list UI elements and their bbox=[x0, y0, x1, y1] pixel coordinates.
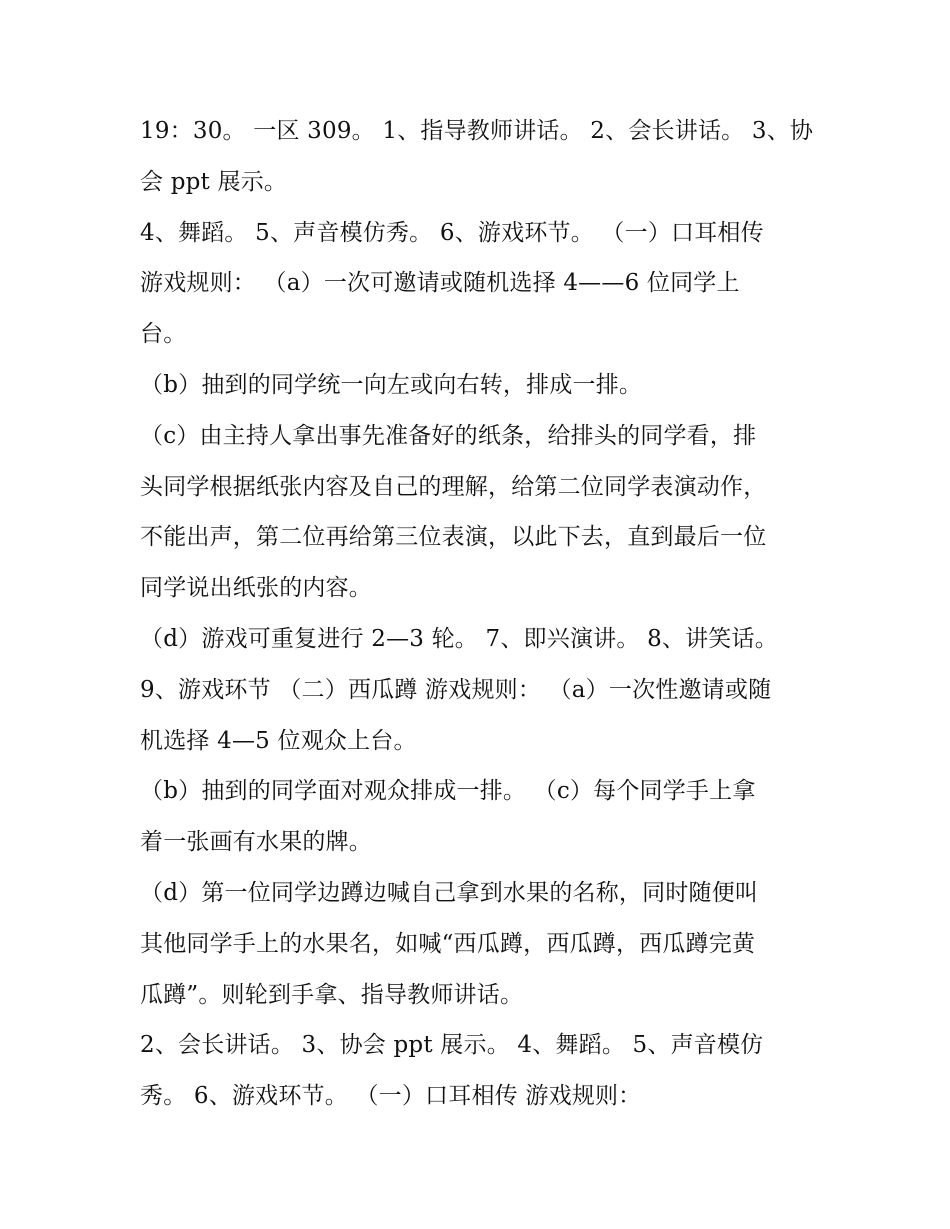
document-body bbox=[140, 106, 820, 1122]
text-line: 瓜蹲”。则轮到手拿、指导教师讲话。 bbox=[140, 981, 524, 1008]
text-line: 机选择 4—5 位观众上台。 bbox=[140, 727, 417, 754]
text-line: （d）游戏可重复进行 2—3 轮。 7、即兴演讲。 8、讲笑话。 bbox=[140, 625, 778, 652]
text-line: （c）由主持人拿出事先准备好的纸条，给排头的同学看，排 bbox=[140, 422, 757, 449]
text-line: 4、舞蹈。 5、声音模仿秀。 6、游戏环节。 （一）口耳相传 bbox=[140, 219, 764, 246]
text-line: 其他同学手上的水果名，如喊“西瓜蹲，西瓜蹲，西瓜蹲完黄 bbox=[140, 930, 756, 957]
text-line: 同学说出纸张的内容。 bbox=[140, 575, 372, 602]
text-line: （b）抽到的同学统一向左或向右转，排成一排。 bbox=[140, 371, 643, 398]
text-line: 游戏规则： （a）一次可邀请或随机选择 4——6 位同学上 bbox=[140, 270, 740, 297]
text-line: 2、会长讲话。 3、协会 ppt 展示。 4、舞蹈。 5、声音模仿 bbox=[140, 1032, 764, 1059]
text-line: 台。 bbox=[140, 321, 187, 348]
text-line: 19：30。 一区 309。 1、指导教师讲话。 2、会长讲话。 3、协 bbox=[140, 118, 814, 144]
text-line: 秀。 6、游戏环节。 （一）口耳相传 游戏规则： bbox=[140, 1083, 642, 1110]
text-line: 着一张画有水果的牌。 bbox=[140, 829, 372, 856]
text-line: 9、游戏环节 （二）西瓜蹲 游戏规则： （a）一次性邀请或随 bbox=[140, 676, 772, 703]
text-line: （d）第一位同学边蹲边喊自己拿到水果的名称，同时随便叫 bbox=[140, 879, 759, 906]
text-line: 会 ppt 展示。 bbox=[140, 168, 288, 195]
text-line: （b）抽到的同学面对观众排成一排。 （c）每个同学手上拿 bbox=[140, 778, 756, 805]
text-line: 头同学根据纸张内容及自己的理解，给第二位同学表演动作， bbox=[140, 473, 767, 500]
text-line: 不能出声，第二位再给第三位表演，以此下去，直到最后一位 bbox=[140, 524, 767, 551]
